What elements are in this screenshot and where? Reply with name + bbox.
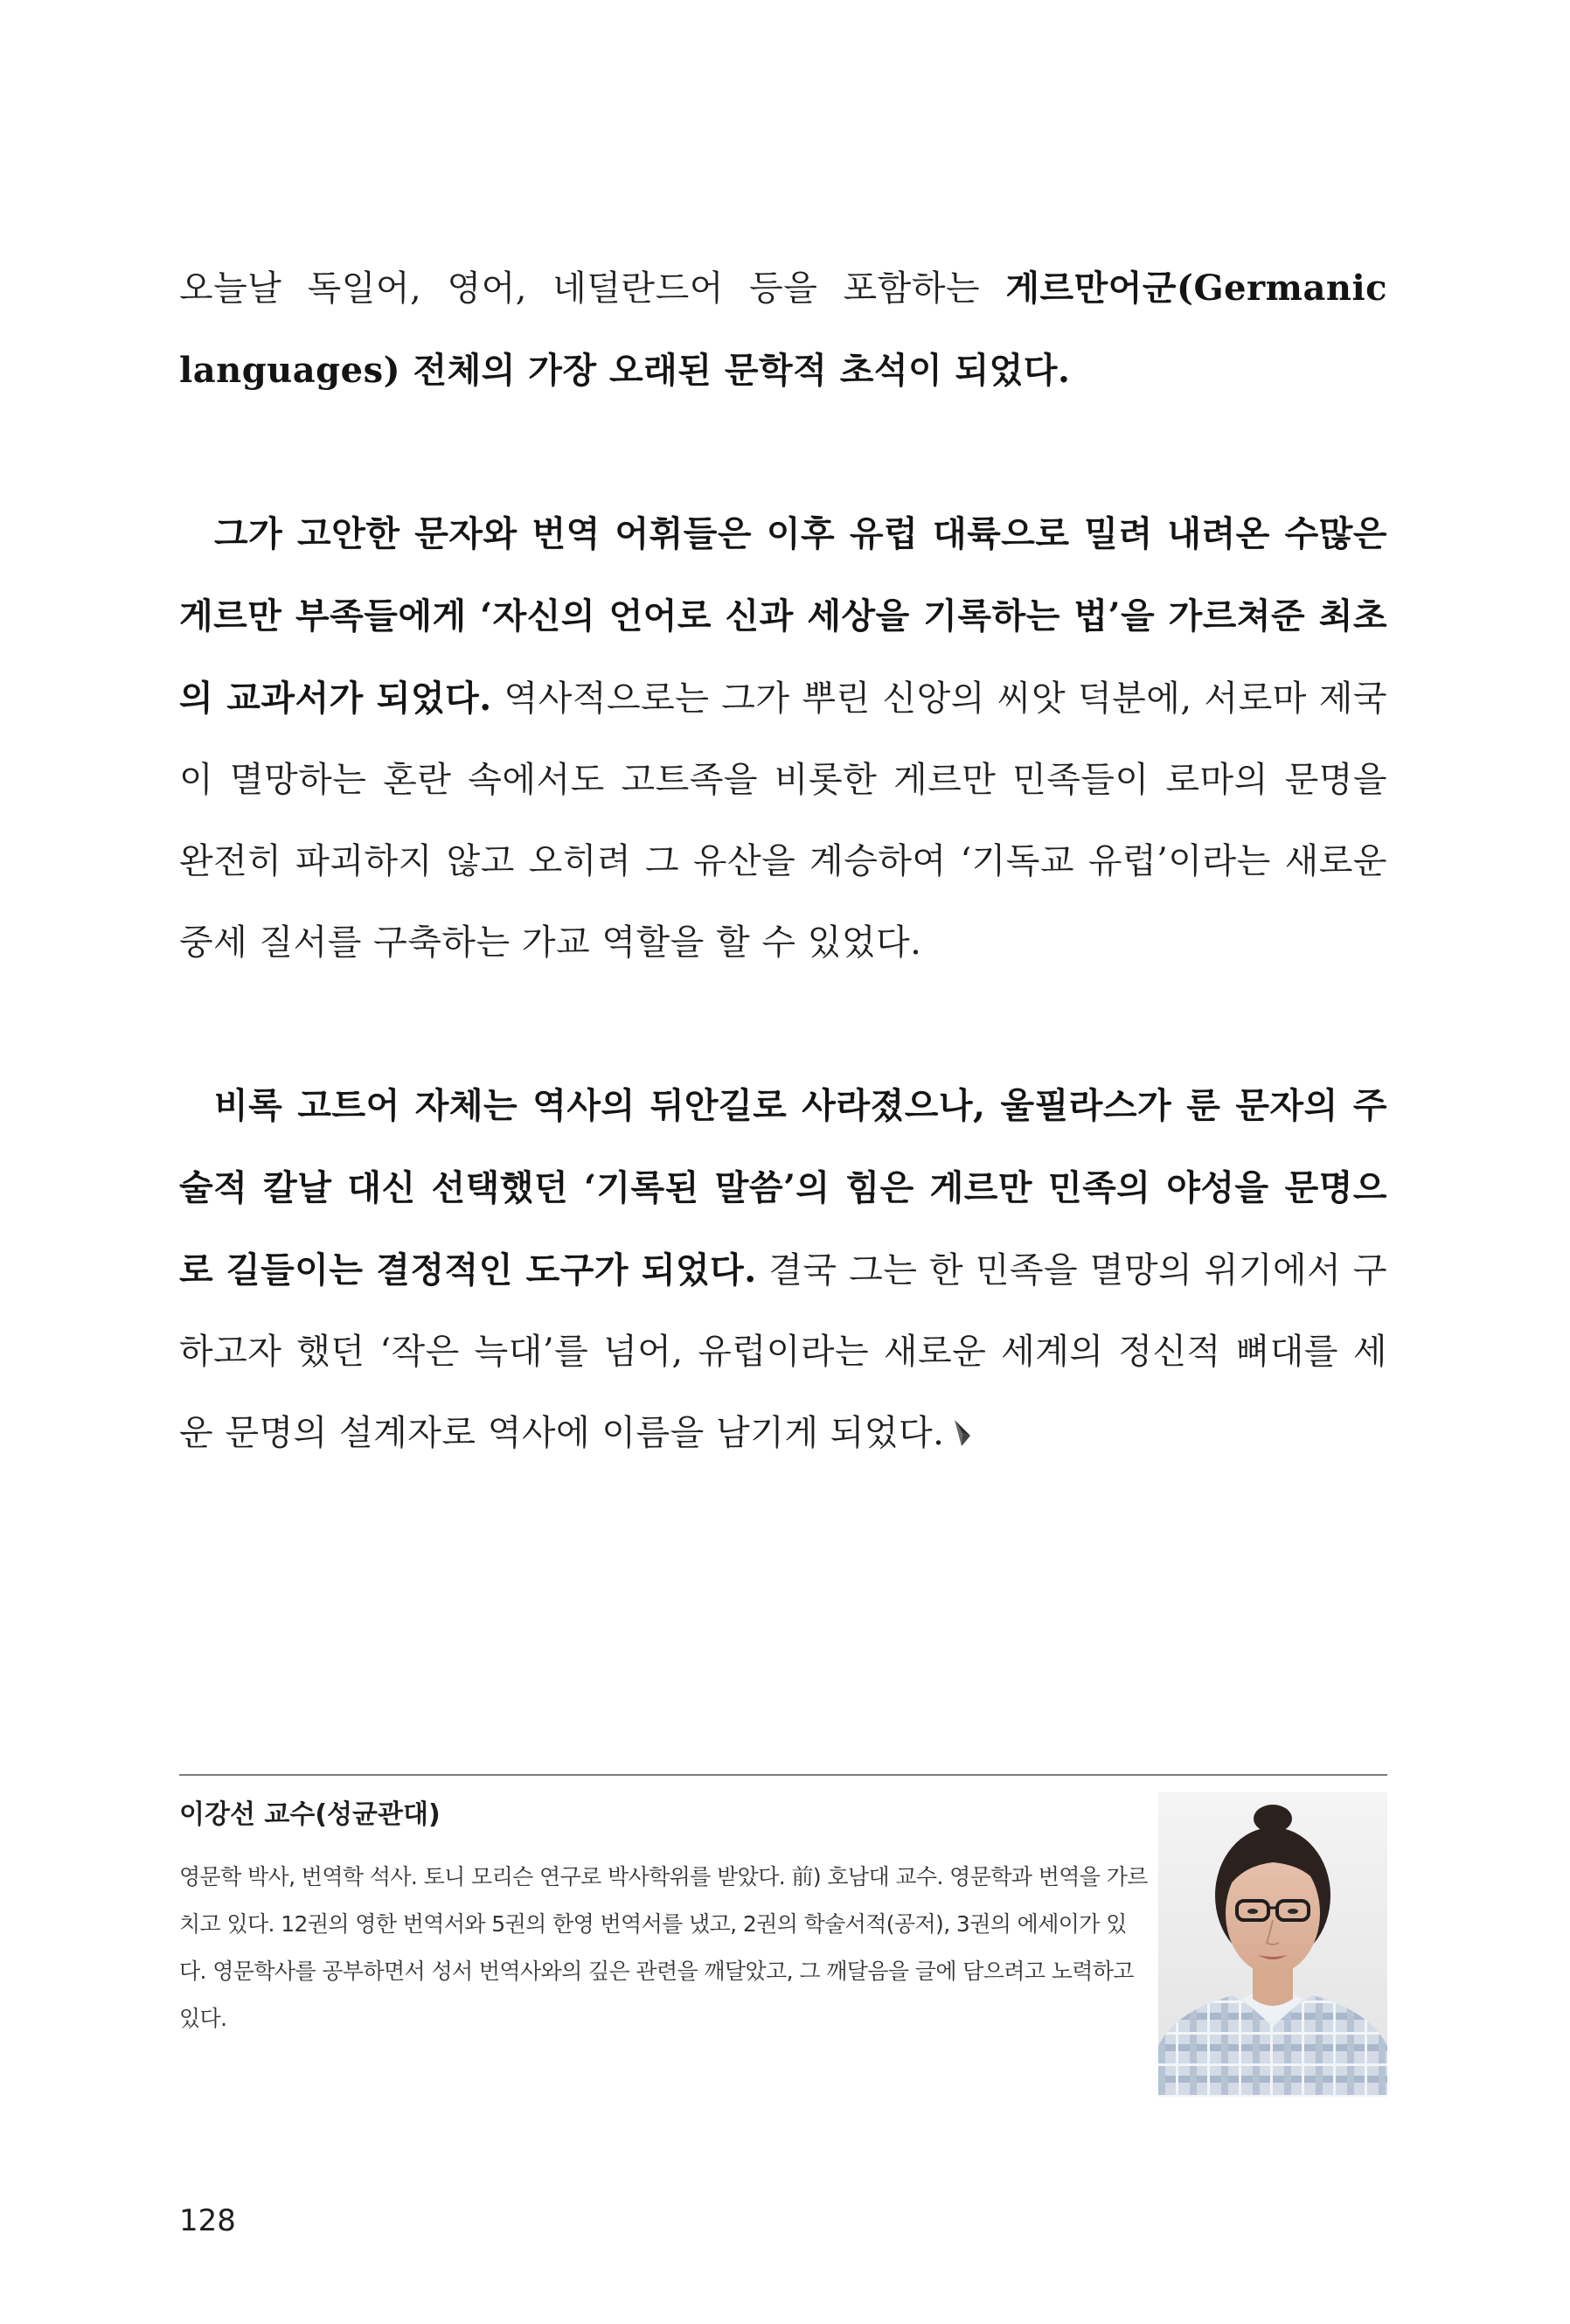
paragraph-1-emphasis: 게르만어군(Germanic languages) 전체의 가장 오래된 문학적 초석이 되었다. — [179, 268, 1387, 391]
paragraph-3-text: 결국 그는 한 민족을 멸망의 위기에서 구하고자 했던 ‘작은 늑대’를 넘어, 유럽이라는 새로운 세계의 정신적 뼈대를 세운 문명의 설계자로 역사에 이름을 남기게 되었다. — [179, 1250, 1388, 1453]
author-portrait-image — [1158, 1792, 1387, 2097]
paragraph-3 — [179, 1065, 1387, 1474]
author-divider — [179, 1774, 1387, 1776]
paragraph-3-emphasis: 비록 고트어 자체는 역사의 뒤안길로 사라졌으나, 울필라스가 룬 문자의 주술적 칼날 대신 선택했던 ‘기록된 말씀’의 힘은 게르만 민족의 야성을 문명으로 길들이는 결정적인 도구가 되었다. — [179, 1085, 1387, 1291]
author-bio: 영문학 박사, 번역학 석사. 토니 모리슨 연구로 박사학위를 받았다. 前) 호남대 교수. 영문학과 번역을 가르치고 있다. 12권의 영한 번역서와 5권의 한영 번역서를 냈고, 2권의 학술서적(공저), 3권의 에세이가 있다. 영문학사를 공부하면서 성서 번역사와의 깊은 관련을 깨달았고, 그 깨달음을 글에 담으려고 노력하고 있다. — [179, 1864, 1148, 2031]
paragraph-1 — [179, 247, 1387, 412]
paragraph-2-text: 역사적으로는 그가 뿌린 신앙의 씨앗 덕분에, 서로마 제국이 멸망하는 혼란 속에서도 고트족을 비롯한 게르만 민족들이 로마의 문명을 완전히 파괴하지 않고 오히려 그 유산을 계승하여 ‘기독교 유럽’이라는 새로운 중세 질서를 구축하는 가교 역할을 할 수 있었다. — [179, 678, 1387, 963]
article-body — [179, 247, 1387, 1474]
arrowhead-end-mark-icon — [953, 1418, 972, 1448]
author-info — [179, 1791, 1150, 2042]
page-number: 128 — [179, 2203, 236, 2238]
paragraph-1-text: 오늘날 독일어, 영어, 네덜란드어 등을 포함하는 — [179, 268, 1006, 309]
author-portrait — [1158, 1792, 1387, 2097]
author-name: 이강선 교수(성균관대) — [179, 1799, 441, 1830]
paragraph-2 — [179, 493, 1387, 984]
paragraph-2-emphasis: 그가 고안한 문자와 번역 어휘들은 이후 유럽 대륙으로 밀려 내려온 수많은 게르만 부족들에게 ‘자신의 언어로 신과 세상을 기록하는 법’을 가르쳐준 최초의 교과서가 되었다. — [179, 513, 1387, 719]
